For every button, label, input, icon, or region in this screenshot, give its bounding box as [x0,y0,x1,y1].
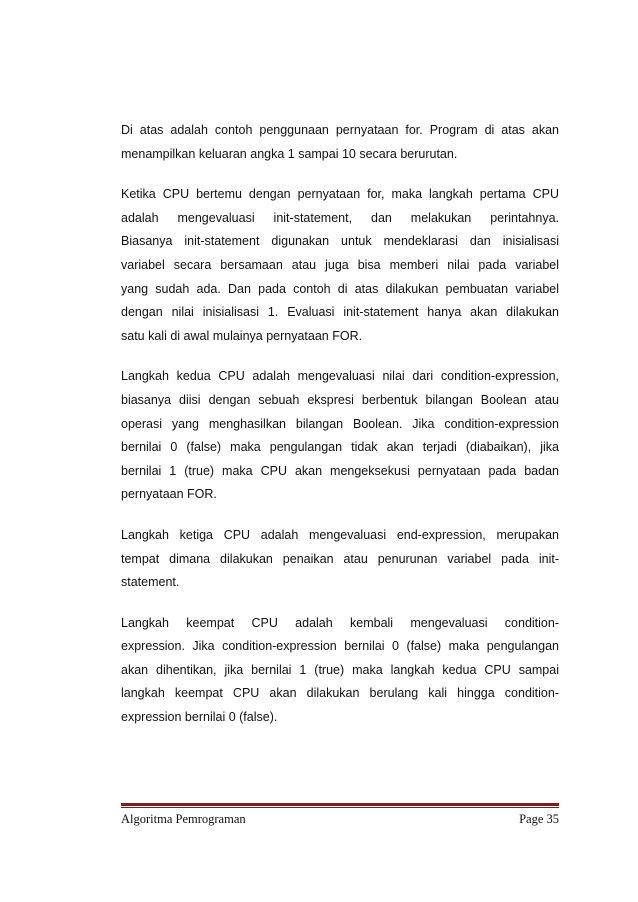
text-line: adalah mengevaluasi init-statement, dan melakukan perintahnya. [121,210,559,225]
text-line: Biasanya init-statement digunakan untuk mendeklarasi dan inisialisasi [121,234,559,249]
footer-rule-thick [121,803,559,806]
text-line: expression. Jika condition-expression bernilai 0 (false) maka pengulangan [121,639,559,654]
text-line: menampilkan keluaran angka 1 sampai 10 secara berurutan. [121,146,458,161]
paragraph [121,119,559,166]
paragraph [121,183,559,348]
text-line: Di atas adalah contoh penggunaan pernyataan for. Program di atas akan [121,123,559,137]
paragraph [121,365,559,507]
footer-rule-thin [121,807,559,808]
text-line: Langkah ketiga CPU adalah mengevaluasi end-expression, merupakan [121,527,559,542]
text-line: tempat dimana dilakukan penaikan atau penurunan variabel pada init- [121,551,559,566]
text-line: statement. [121,575,180,590]
text-line: bernilai 1 (true) maka CPU akan mengeksekusi pernyataan pada badan [121,463,559,478]
body-text [121,119,559,747]
text-line: yang sudah ada. Dan pada contoh di atas dilakukan pembuatan variabel [121,281,559,296]
footer-title: Algoritma Pemrograman [121,812,246,826]
text-line: variabel secara bersamaan atau juga bisa memberi nilai pada variabel [121,257,559,272]
text-line: Langkah keempat CPU adalah kembali mengevaluasi condition- [121,615,559,630]
text-line: Langkah kedua CPU adalah mengevaluasi nilai dari condition-expression, [121,369,559,384]
text-line: satu kali di awal mulainya pernyataan FOR. [121,328,363,343]
text-line: dengan nilai inisialisasi 1. Evaluasi init-statement hanya akan dilakukan [121,305,559,320]
text-line: expression bernilai 0 (false). [121,710,278,725]
paragraph [121,612,559,730]
text-line: pernyataan FOR. [121,487,217,502]
paragraph [121,524,559,595]
page-number: Page 35 [519,812,559,826]
text-line: Ketika CPU bertemu dengan pernyataan for, maka langkah pertama CPU [121,187,559,202]
text-line: biasanya diisi dengan sebuah ekspresi berbentuk bilangan Boolean atau [121,392,559,407]
text-line: langkah keempat CPU akan dilakukan berulang kali hingga condition- [121,686,559,701]
text-line: akan dihentikan, jika bernilai 1 (true) maka langkah kedua CPU sampai [121,662,559,677]
page-footer [121,812,559,832]
text-line: operasi yang menghasilkan bilangan Boolean. Jika condition-expression [121,416,559,431]
text-line: bernilai 0 (false) maka pengulangan tidak akan terjadi (diabaikan), jika [121,440,559,455]
